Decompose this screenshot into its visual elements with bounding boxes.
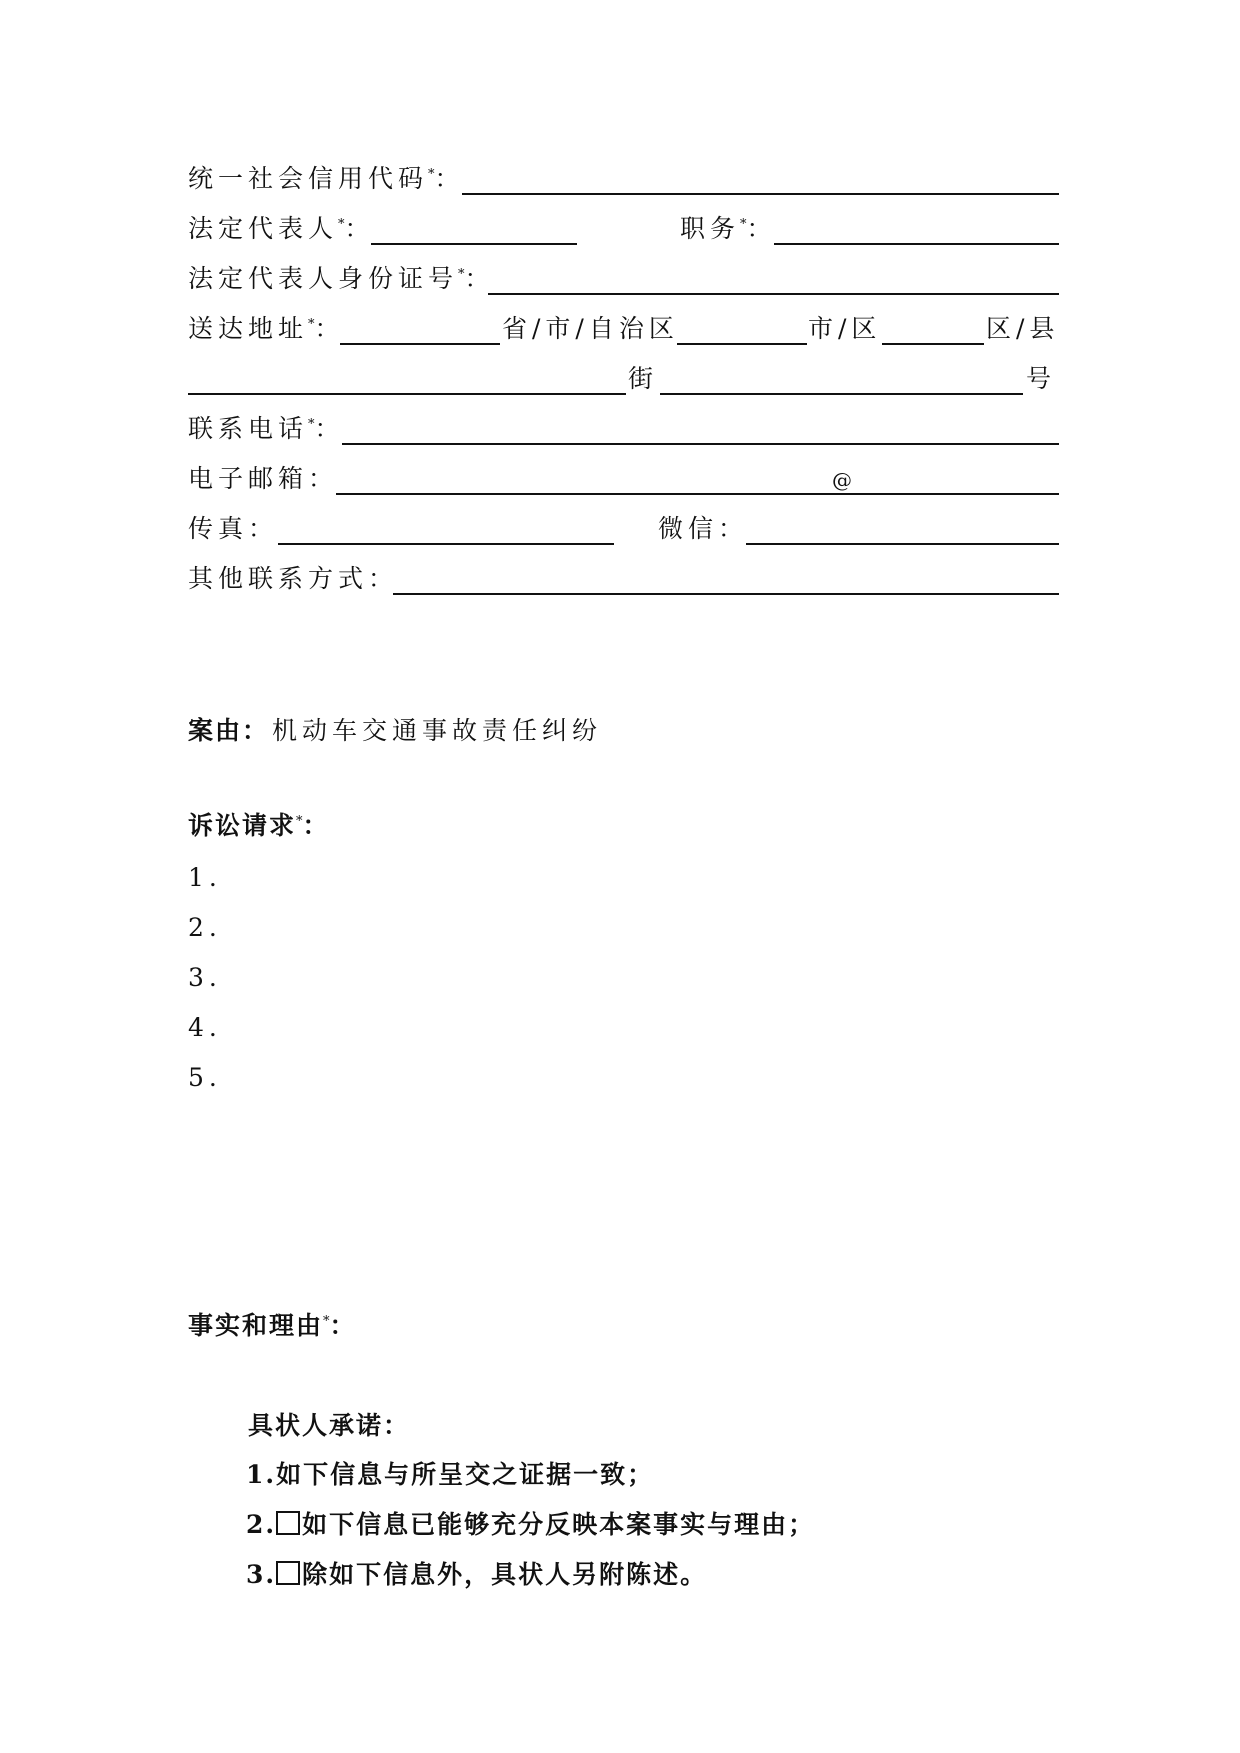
- credit-code-label-text: 统一社会信用代码: [188, 164, 429, 193]
- required-star: *: [338, 217, 345, 232]
- fax-label: [188, 514, 278, 544]
- legal-rep-id-field[interactable]: [488, 293, 1059, 295]
- commitment-item-2-text: 如下信息已能够充分反映本案事实与理由；: [302, 1510, 816, 1539]
- required-star: *: [428, 167, 435, 182]
- email-label: [188, 464, 338, 494]
- other-contact-label: [188, 564, 398, 594]
- claim-item-3[interactable]: 3.: [188, 963, 222, 992]
- legal-rep-field[interactable]: [371, 243, 577, 245]
- claim-item-5[interactable]: 5.: [188, 1063, 222, 1092]
- commitment-item-1-number: 1.: [246, 1460, 277, 1489]
- wechat-label-text: 微信: [658, 514, 719, 543]
- colon: ：: [344, 214, 375, 243]
- phone-label-text: 联系电话: [188, 414, 309, 443]
- address-province-label: 省/市/自治区: [502, 314, 679, 343]
- wechat-label: [658, 514, 748, 544]
- claim-item-1[interactable]: 1.: [188, 863, 222, 892]
- commitment-item-2-number: 2.: [246, 1510, 277, 1539]
- position-label: [680, 214, 777, 244]
- claims-label: 诉讼请求: [188, 811, 297, 840]
- legal-rep-label: [188, 214, 375, 244]
- colon: ：: [746, 214, 777, 243]
- phone-field[interactable]: [342, 443, 1059, 445]
- colon: ：: [368, 564, 399, 593]
- checkbox-item-2[interactable]: [276, 1511, 300, 1535]
- commitment-item-2: [246, 1510, 815, 1540]
- legal-rep-id-label: [188, 264, 495, 294]
- claims-heading: [188, 811, 333, 841]
- required-star: *: [308, 317, 315, 332]
- commitment-item-1-text: 如下信息与所呈交之证据一致；: [276, 1460, 655, 1489]
- credit-code-label: [188, 164, 465, 194]
- address-street-label: 街: [628, 364, 659, 393]
- email-at-sign: @: [832, 468, 852, 492]
- colon: ：: [434, 164, 465, 193]
- position-label-text: 职务: [680, 214, 741, 243]
- claim-item-4[interactable]: 4.: [188, 1013, 222, 1042]
- case-cause-value: 机动车交通事故责任纠纷: [272, 716, 603, 745]
- colon: ：: [248, 514, 279, 543]
- facts-heading: [188, 1311, 360, 1341]
- fax-field[interactable]: [278, 543, 614, 545]
- colon: ：: [242, 716, 273, 745]
- address-label: [188, 314, 345, 344]
- credit-code-field[interactable]: [462, 193, 1059, 195]
- facts-label: 事实和理由: [188, 1311, 324, 1340]
- required-star: *: [296, 814, 303, 829]
- address-province-field[interactable]: [340, 343, 500, 345]
- email-label-text: 电子邮箱: [188, 464, 309, 493]
- commitment-item-3-text: 除如下信息外，具状人另附陈述。: [302, 1560, 708, 1589]
- phone-label: [188, 414, 345, 444]
- other-contact-field[interactable]: [393, 593, 1059, 595]
- address-county-label: 区/县: [986, 314, 1060, 343]
- legal-rep-id-label-text: 法定代表人身份证号: [188, 264, 459, 293]
- colon: ：: [308, 464, 339, 493]
- case-cause-label: 案由: [188, 716, 243, 745]
- commitment-item-1: [246, 1460, 654, 1490]
- colon: ：: [314, 414, 345, 443]
- required-star: *: [308, 417, 315, 432]
- colon: ：: [329, 1311, 360, 1340]
- colon: ：: [314, 314, 345, 343]
- wechat-field[interactable]: [746, 543, 1059, 545]
- colon: ：: [302, 811, 333, 840]
- position-field[interactable]: [774, 243, 1059, 245]
- required-star: *: [323, 1314, 330, 1329]
- commitment-item-3: [246, 1560, 707, 1590]
- checkbox-item-3[interactable]: [276, 1561, 300, 1585]
- legal-rep-label-text: 法定代表人: [188, 214, 339, 243]
- address-detail-field[interactable]: [188, 393, 626, 395]
- address-county-field[interactable]: [882, 343, 984, 345]
- fax-label-text: 传真: [188, 514, 249, 543]
- required-star: *: [740, 217, 747, 232]
- claim-item-2[interactable]: 2.: [188, 913, 222, 942]
- colon: ：: [718, 514, 749, 543]
- case-cause: [188, 716, 602, 746]
- address-street-field[interactable]: [660, 393, 1023, 395]
- colon: ：: [464, 264, 495, 293]
- commitment-item-3-number: 3.: [246, 1560, 277, 1589]
- other-contact-label-text: 其他联系方式: [188, 564, 369, 593]
- email-field[interactable]: [336, 493, 1059, 495]
- address-city-label: 市/区: [808, 314, 882, 343]
- address-label-text: 送达地址: [188, 314, 309, 343]
- address-city-field[interactable]: [677, 343, 807, 345]
- required-star: *: [458, 267, 465, 282]
- address-number-label: 号: [1026, 364, 1057, 393]
- commitment-title: 具状人承诺：: [248, 1411, 411, 1440]
